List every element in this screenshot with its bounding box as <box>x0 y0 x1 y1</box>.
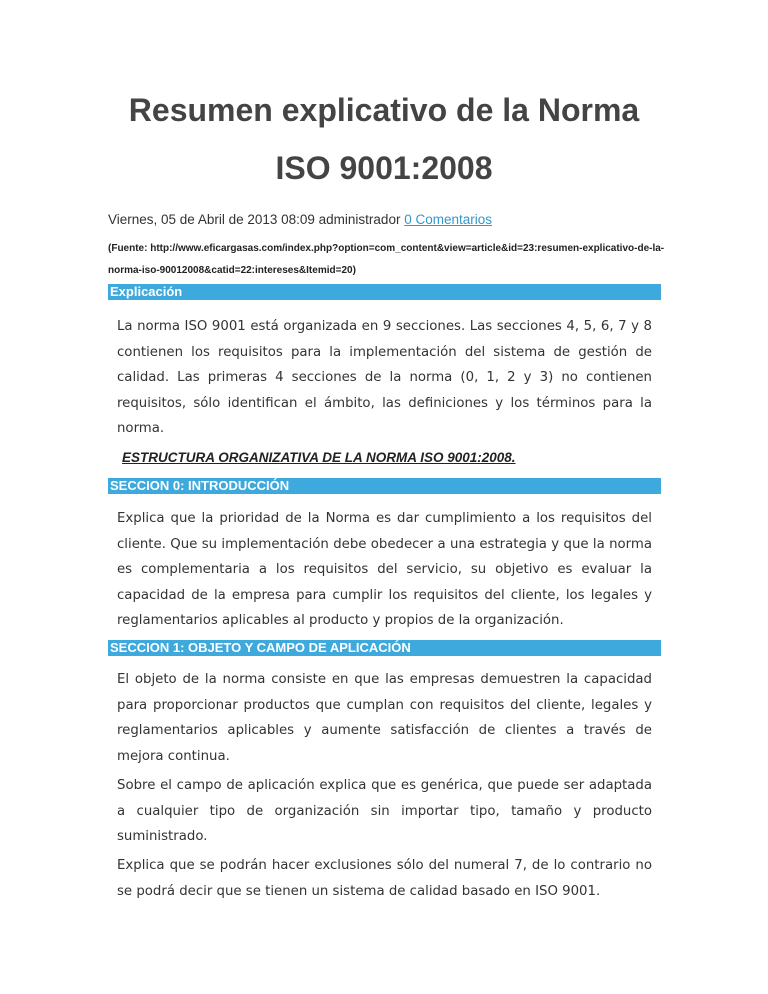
paragraph-seccion1-3: Explica que se podrán hacer exclusiones sólo del numeral 7, de lo contrario no se podrá decir que se tienen un sistema de calidad basado en ISO 9001. <box>117 858 652 899</box>
comments-link[interactable]: 0 Comentarios <box>404 212 492 227</box>
section-heading-seccion0: SECCION 0: INTRODUCCIÓN <box>108 478 661 494</box>
paragraph-seccion0: Explica que la prioridad de la Norma es dar cumplimiento a los requisitos del cliente. Que su implementación debe obedecer a una estrategia y que la norma es complementaria a los requisitos del servicio, su objetivo es evaluar la capacidad de la empresa para cumplir los requisitos del cliente, los legales y reglamentarios aplicables al producto y propios de la organización. <box>117 511 652 628</box>
section-heading-explicacion: Explicación <box>108 284 661 300</box>
section-heading-seccion1: SECCION 1: OBJETO Y CAMPO DE APLICACIÓN <box>108 640 661 656</box>
source-url: (Fuente: http://www.eficargasas.com/index.php?option=com_content&view=article&id=23:resumen-explicativo-de-la-norma-iso-90012008&catid=22:intereses&Itemid=20) <box>108 243 665 276</box>
article-meta <box>108 212 492 227</box>
structure-heading: ESTRUCTURA ORGANIZATIVA DE LA NORMA ISO 9001:2008. <box>122 450 516 465</box>
paragraph-seccion1-2: Sobre el campo de aplicación explica que es genérica, que puede ser adaptada a cualquier tipo de organización sin importar tipo, tamaño y producto suministrado. <box>117 778 652 844</box>
page-title-line1: Resumen explicativo de la Norma <box>128 92 640 128</box>
paragraph-seccion1-1: El objeto de la norma consiste en que las empresas demuestren la capacidad para proporcionar productos que cumplan con requisitos del cliente, legales y reglamentarios aplicables y aumente satisfacción de clientes a través de mejora continua. <box>117 672 652 764</box>
page-title-line2: ISO 9001:2008 <box>275 150 493 186</box>
paragraph-explicacion: La norma ISO 9001 está organizada en 9 secciones. Las secciones 4, 5, 6, 7 y 8 contienen los requisitos para la implementación del sistema de gestión de calidad. Las primeras 4 secciones de la norma (0, 1, 2 y 3) no contienen requisitos, sólo identifican el ámbito, las definiciones y los términos para la norma. <box>117 319 652 436</box>
date-author: Viernes, 05 de Abril de 2013 08:09 administrador <box>108 212 405 227</box>
